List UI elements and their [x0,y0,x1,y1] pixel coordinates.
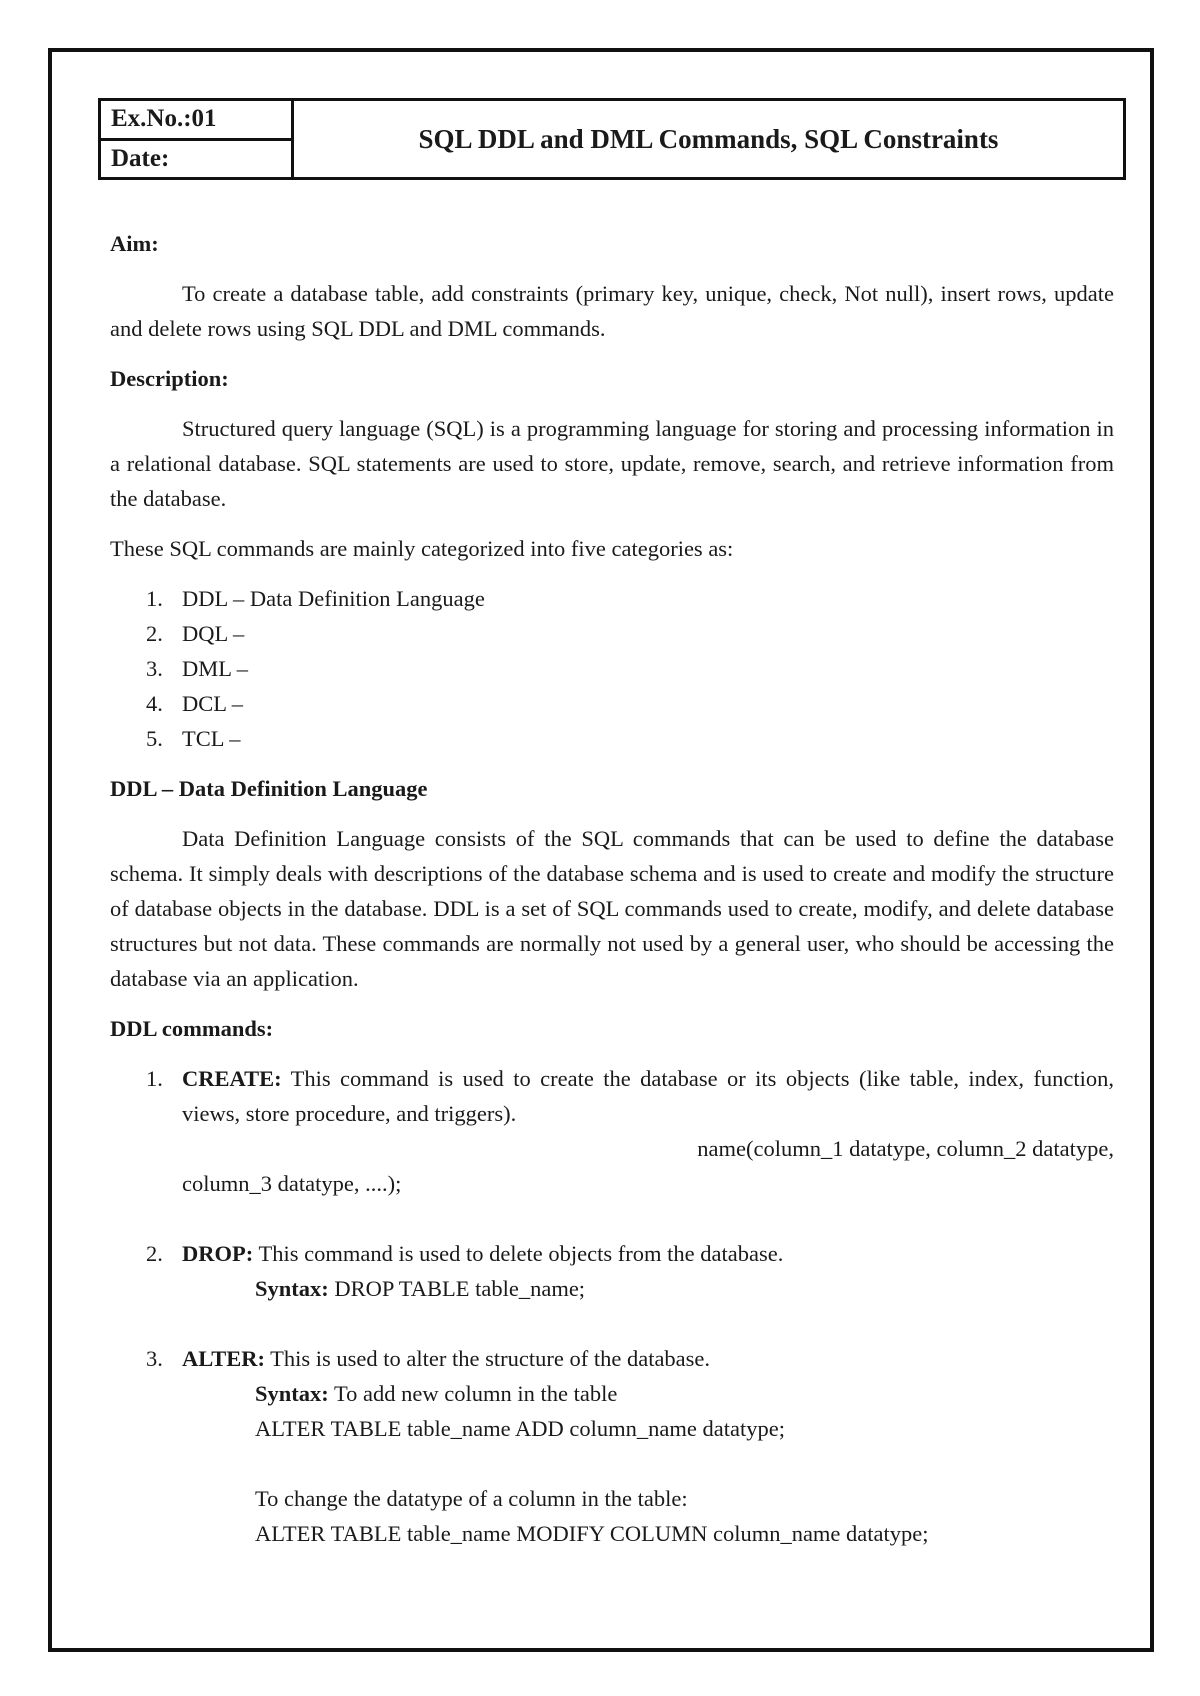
ddl-commands-heading: DDL commands: [110,1016,274,1041]
category-dql: DQL – [182,621,245,646]
category-ddl: DDL – Data Definition Language [182,586,485,611]
category-dml: DML – [182,656,249,681]
list-number: 4. [146,691,163,716]
description-text: Structured query language (SQL) is a programming language for storing and processing information in a relational database. SQL statements are used to store, update, remove, search, and retrieve information from the database. [110,416,1114,511]
category-dcl: DCL – [182,691,244,716]
list-number: 3. [146,1346,163,1371]
alter-syntax-label: Syntax: [255,1381,329,1406]
list-number: 2. [146,1241,163,1266]
header-table [98,98,1126,180]
list-number: 3. [146,656,163,681]
alter-modify-syntax: ALTER TABLE table_name MODIFY COLUMN column_name datatype; [255,1521,929,1546]
date-field: Date: [111,144,170,172]
create-syntax-line1: name(column_1 datatype, column_2 datatype, [697,1136,1114,1161]
category-tcl: TCL – [182,726,241,751]
description-heading: Description: [110,366,229,391]
document-title: SQL DDL and DML Commands, SQL Constraints [418,123,999,154]
create-description: This command is used to create the database or its objects (like table, index, function, views, store procedure, and triggers). [182,1066,1114,1126]
alter-label: ALTER: [182,1346,265,1371]
alter-add-syntax: ALTER TABLE table_name ADD column_name datatype; [255,1416,785,1441]
list-item [110,721,1114,756]
header-left-column [101,101,294,177]
list-item [110,581,1114,616]
categories-intro: These SQL commands are mainly categorized into five categories as: [110,536,734,561]
alter-description: This is used to alter the structure of the database. [264,1346,711,1371]
ddl-text: Data Definition Language consists of the SQL commands that can be used to define the database schema. It simply deals with descriptions of the database schema and is used to create and modify the structure of database objects in the database. DDL is a set of SQL commands used to create, modify, and delete database structures but not data. These commands are normally not used by a general user, who should be accessing the database via an application. [110,826,1114,991]
list-number: 5. [146,726,163,751]
exercise-number: Ex.No.:01 [101,101,291,141]
drop-syntax-label: Syntax: [255,1276,329,1301]
list-item [110,686,1114,721]
aim-text: To create a database table, add constraints (primary key, unique, check, Not null), insert rows, update and delete rows using SQL DDL and DML commands. [110,281,1114,341]
ddl-heading: DDL – Data Definition Language [110,776,428,801]
list-number: 1. [146,586,163,611]
list-number: 2. [146,621,163,646]
document-content [110,226,1114,1551]
create-label: CREATE: [182,1066,282,1091]
drop-command-item [110,1236,1114,1306]
aim-heading: Aim: [110,231,159,256]
create-command-item [110,1061,1114,1201]
drop-label: DROP: [182,1241,254,1266]
alter-command-item [110,1341,1114,1551]
list-item [110,651,1114,686]
list-number: 1. [146,1066,163,1091]
create-syntax-line2: column_3 datatype, ....); [182,1171,402,1196]
list-item [110,616,1114,651]
drop-description: This command is used to delete objects from the database. [253,1241,784,1266]
categories-list [110,581,1114,756]
alter-syntax-intro: To add new column in the table [328,1381,618,1406]
drop-syntax: DROP TABLE table_name; [328,1276,586,1301]
alter-modify-intro: To change the datatype of a column in the table: [255,1486,688,1511]
